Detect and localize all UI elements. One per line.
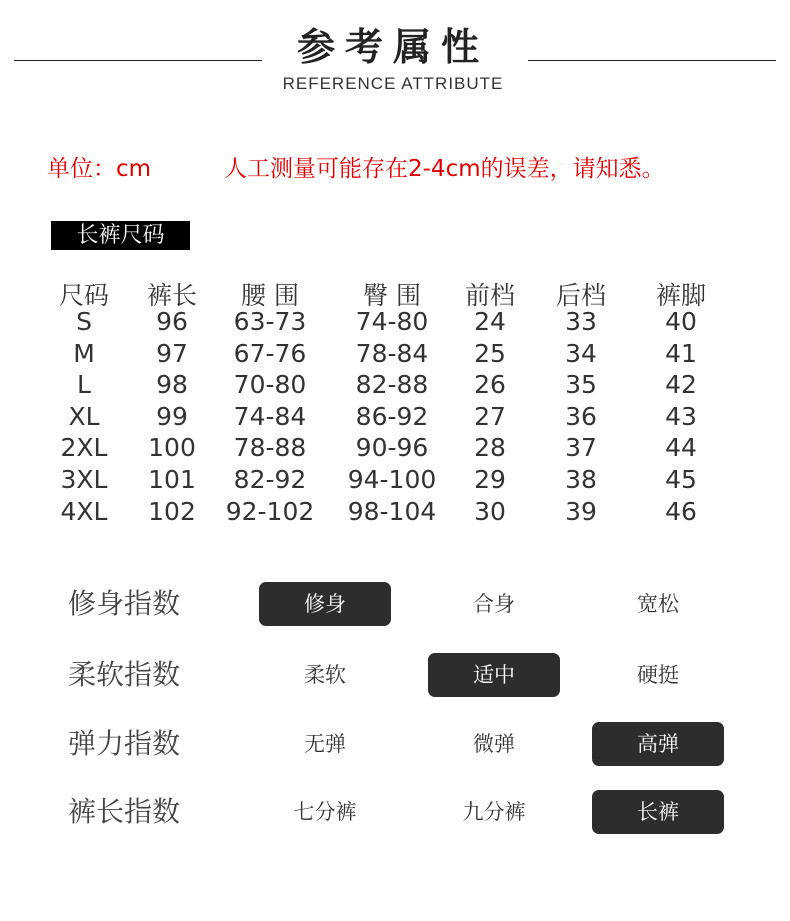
- index-option-selected: 修身: [259, 582, 391, 626]
- table-header-cell: 尺码: [58, 281, 110, 310]
- index-option: 硬挺: [637, 663, 679, 687]
- unit-notice: 单位：cm: [47, 156, 152, 182]
- table-header-cell: 后档: [555, 281, 607, 310]
- table-cell: 2XL: [60, 433, 108, 463]
- index-option-selected: 高弹: [592, 722, 724, 766]
- table-cell: 78-84: [355, 338, 429, 368]
- table-cell: 24: [474, 307, 506, 336]
- table-cell: 3XL: [60, 465, 108, 494]
- table-cell: 101: [148, 465, 196, 494]
- index-row: [0, 722, 790, 768]
- table-row: [40, 402, 780, 434]
- table-header-cell: 前档: [464, 281, 516, 310]
- header-line-right: [528, 60, 776, 61]
- index-option: 七分裤: [293, 800, 357, 824]
- table-cell: 98-104: [347, 496, 437, 526]
- table-cell: XL: [68, 401, 100, 431]
- table-row: [40, 465, 780, 497]
- table-cell: 96: [156, 307, 188, 336]
- table-cell: 99: [156, 401, 188, 431]
- table-cell: 90-96: [355, 433, 429, 463]
- table-cell: 4XL: [60, 496, 108, 526]
- table-cell: 74-80: [355, 307, 429, 336]
- table-cell: 70-80: [233, 370, 307, 400]
- table-cell: 27: [474, 401, 506, 431]
- table-cell: 100: [148, 433, 196, 463]
- table-row: [40, 339, 780, 371]
- index-option-selected: 长裤: [592, 790, 724, 834]
- measurement-notice: 人工测量可能存在2-4cm的误差，请知悉。: [224, 156, 665, 182]
- table-cell: 39: [565, 496, 597, 526]
- table-cell: 42: [665, 370, 697, 400]
- index-row: [0, 582, 790, 628]
- table-cell: 97: [156, 338, 188, 368]
- index-option: 微弹: [473, 732, 515, 756]
- table-cell: 74-84: [233, 401, 307, 431]
- index-option: 合身: [473, 592, 515, 616]
- header-line-left: [14, 60, 262, 61]
- section-label: 长裤尺码: [51, 221, 190, 250]
- table-cell: L: [77, 370, 91, 400]
- table-cell: 44: [665, 433, 697, 463]
- table-cell: 82-88: [355, 370, 429, 400]
- index-option: 宽松: [637, 592, 679, 616]
- table-cell: 36: [565, 401, 597, 431]
- table-cell: 94-100: [347, 465, 437, 494]
- table-cell: 30: [474, 496, 506, 526]
- page-subtitle: REFERENCE ATTRIBUTE: [282, 74, 504, 93]
- table-row: [40, 307, 780, 339]
- table-cell: S: [76, 307, 92, 336]
- table-cell: 67-76: [233, 338, 307, 368]
- table-header-cell: 腰 围: [241, 281, 299, 310]
- table-row: [40, 497, 780, 529]
- table-cell: 43: [665, 401, 697, 431]
- table-cell: 33: [565, 307, 597, 336]
- table-cell: 46: [665, 496, 697, 526]
- index-row: [0, 790, 790, 836]
- table-cell: M: [73, 338, 95, 368]
- table-cell: 86-92: [355, 401, 429, 431]
- index-option-selected: 适中: [428, 653, 560, 697]
- table-cell: 63-73: [233, 307, 307, 336]
- index-option: 柔软: [304, 663, 346, 687]
- index-label: 裤长指数: [68, 795, 181, 828]
- index-label: 弹力指数: [68, 727, 181, 760]
- index-option: 九分裤: [462, 800, 526, 824]
- table-cell: 45: [665, 465, 697, 494]
- table-cell: 28: [474, 433, 506, 463]
- index-label: 修身指数: [68, 587, 181, 620]
- table-header-cell: 裤长: [146, 281, 198, 310]
- table-cell: 102: [148, 496, 196, 526]
- table-cell: 37: [565, 433, 597, 463]
- table-cell: 82-92: [233, 465, 307, 494]
- table-header-cell: 裤脚: [655, 281, 707, 310]
- table-cell: 29: [474, 465, 506, 494]
- page-title: 参考属性: [296, 25, 489, 69]
- index-row: [0, 653, 790, 699]
- table-cell: 41: [665, 338, 697, 368]
- table-header-cell: 臀 围: [363, 281, 421, 310]
- table-cell: 92-102: [225, 496, 315, 526]
- table-row: [40, 433, 780, 465]
- table-cell: 78-88: [233, 433, 307, 463]
- table-cell: 38: [565, 465, 597, 494]
- index-option: 无弹: [304, 732, 346, 756]
- table-cell: 35: [565, 370, 597, 400]
- table-cell: 26: [474, 370, 506, 400]
- table-cell: 40: [665, 307, 697, 336]
- table-cell: 34: [565, 338, 597, 368]
- table-cell: 98: [156, 370, 188, 400]
- table-header-row: [40, 276, 780, 308]
- index-label: 柔软指数: [68, 658, 181, 691]
- table-cell: 25: [474, 338, 506, 368]
- table-row: [40, 370, 780, 402]
